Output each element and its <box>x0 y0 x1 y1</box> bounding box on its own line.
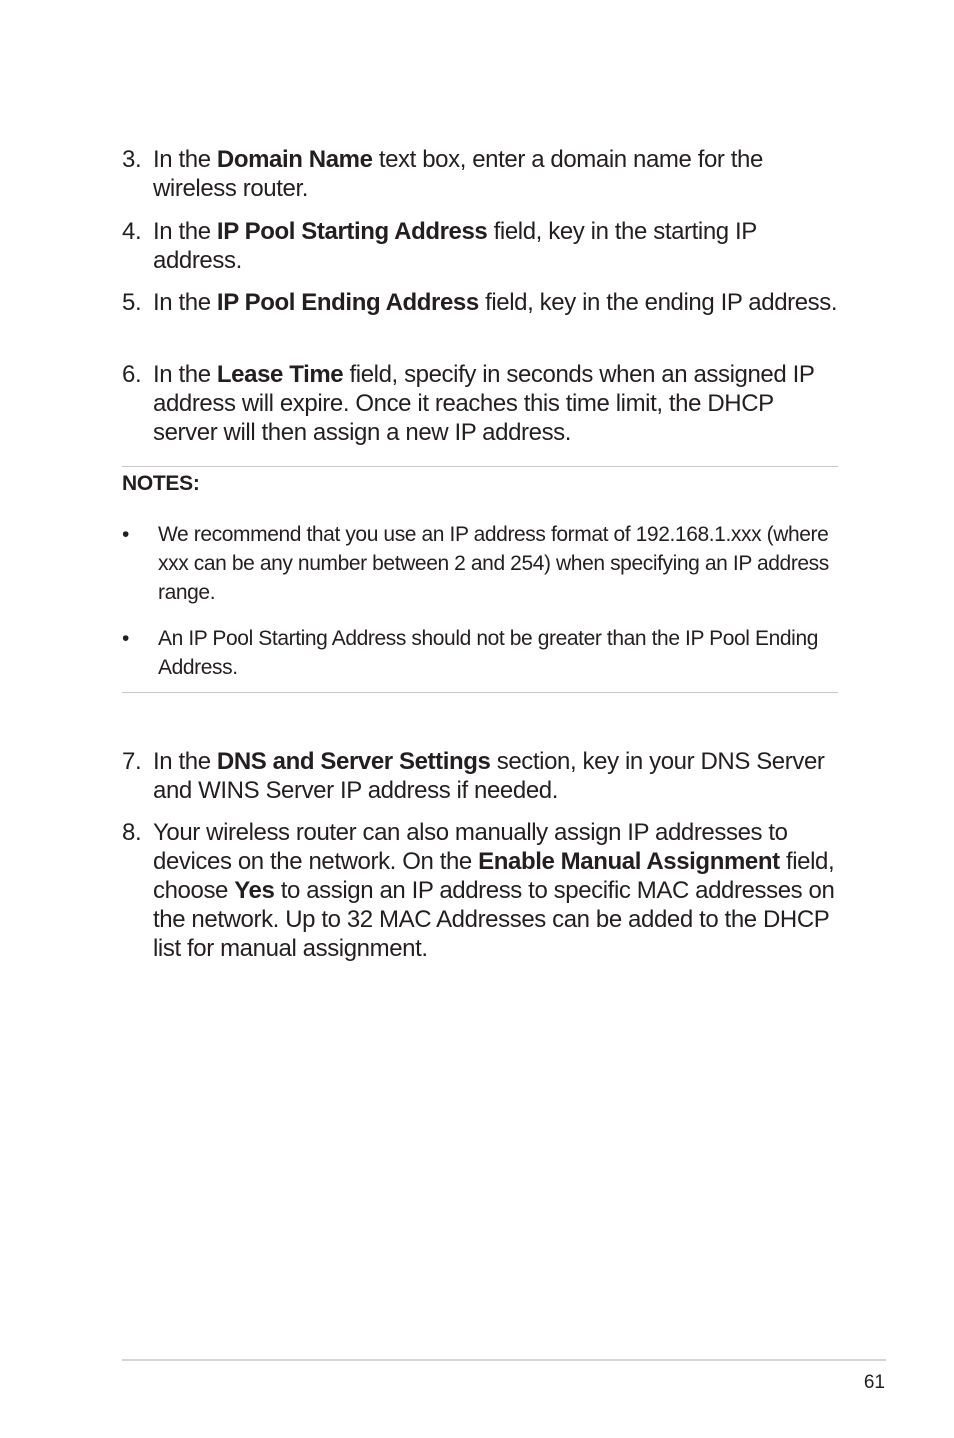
option-value: Yes <box>234 877 275 904</box>
field-name: Lease Time <box>216 361 344 388</box>
notes-title: NOTES: <box>122 472 200 495</box>
note-item <box>122 624 838 682</box>
note-item <box>122 520 838 607</box>
step-text: In the IP Pool Starting Address field, key in the starting IP address. <box>153 218 757 274</box>
note-text: We recommend that you use an IP address format of 192.168.1.xxx (where xxx can be any number between 2 and 254) when specifying an IP address range. <box>158 523 829 604</box>
step-text: In the DNS and Server Settings section, key in your DNS Server and WINS Server IP address if needed. <box>153 748 825 804</box>
step-text: In the Lease Time field, specify in seconds when an assigned IP address will expire. Once it reaches this time limit, the DHCP server will then assign a new IP address. <box>153 361 815 446</box>
step-number: 5. <box>122 289 142 316</box>
step-number: 7. <box>122 748 142 775</box>
step-4 <box>122 217 838 275</box>
field-name: IP Pool Starting Address <box>216 218 488 245</box>
field-name: Domain Name <box>216 146 373 173</box>
bullet-icon: • <box>122 523 129 546</box>
step-number: 8. <box>122 819 142 846</box>
step-text: In the IP Pool Ending Address field, key in the ending IP address. <box>153 289 838 316</box>
step-6 <box>122 360 838 447</box>
notes-bottom-rule <box>122 692 838 693</box>
step-text: In the Domain Name text box, enter a domain name for the wireless router. <box>153 146 763 202</box>
note-text: An IP Pool Starting Address should not be greater than the IP Pool Ending Address. <box>158 627 818 679</box>
step-3 <box>122 145 838 203</box>
field-name: Enable Manual Assignment <box>478 848 780 875</box>
notes-top-rule <box>122 466 838 467</box>
field-name: IP Pool Ending Address <box>216 289 479 316</box>
footer-rule <box>122 1359 886 1361</box>
page-number: 61 <box>863 1372 885 1393</box>
step-number: 6. <box>122 361 142 388</box>
bullet-icon: • <box>122 627 129 650</box>
step-5 <box>122 288 838 317</box>
section-name: DNS and Server Settings <box>216 748 491 775</box>
step-text: Your wireless router can also manually assign IP addresses to devices on the network. On the Enable Manual Assignment field, choose Yes to assign an IP address to specific MAC addresses on the network. Up to 32 MAC Addresses can be added to the DHCP list for manual assignment. <box>153 819 835 962</box>
step-number: 4. <box>122 218 142 245</box>
step-number: 3. <box>122 146 142 173</box>
step-8 <box>122 818 838 963</box>
step-7 <box>122 747 838 805</box>
